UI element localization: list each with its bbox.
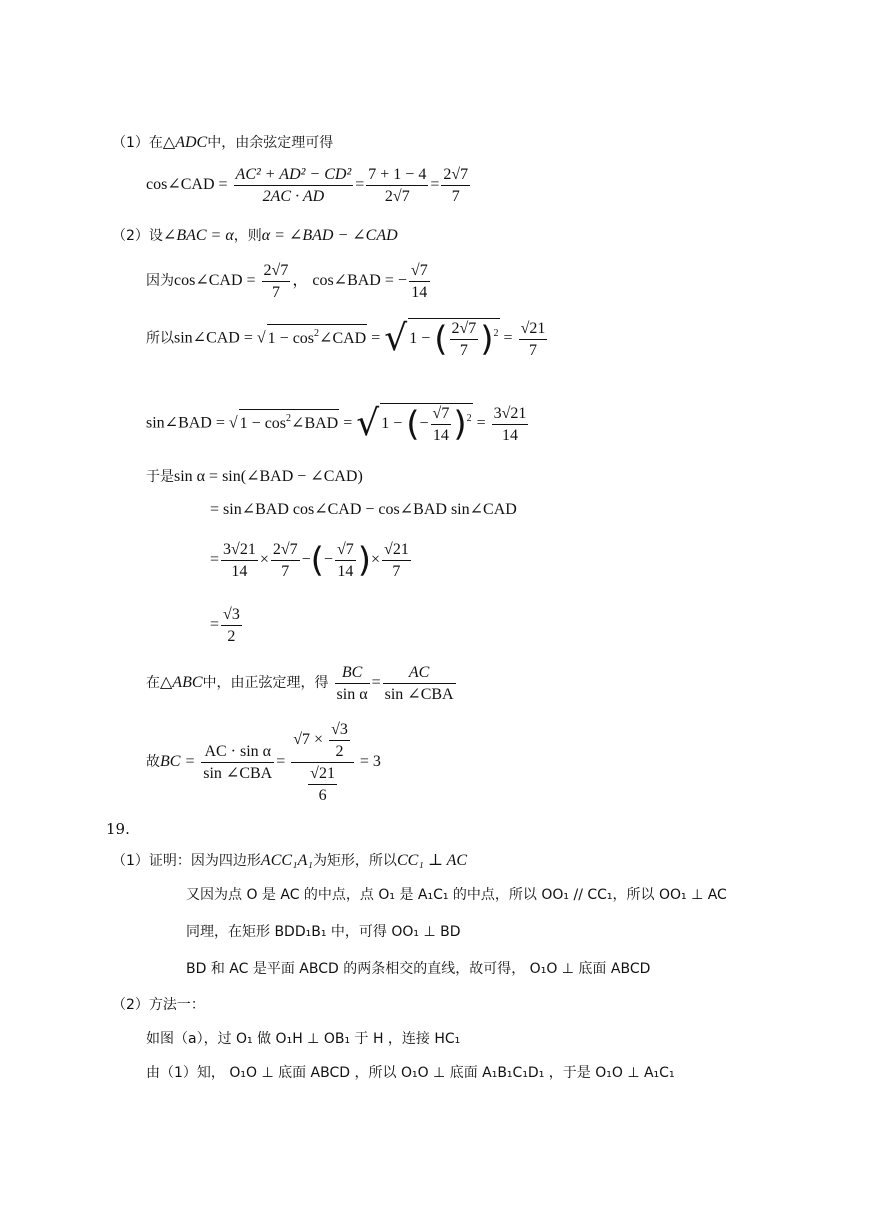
q19-line5: 如图（a），过 O₁ 做 O₁H ⊥ OB₁ 于 H ，连接 HC₁ xyxy=(146,1031,461,1047)
sin-bad-line: sin∠BAD = √ $1 - \cos^2\angle BAD$ = √ 1 − (− $\frac{√7}{14}$ )$^2$ = $\frac{3√21}{14}$ xyxy=(146,403,527,445)
q19-line3: 同理，在矩形 BDD₁B₁ 中，可得 OO₁ ⊥ BD xyxy=(186,924,461,940)
result-line: = $\frac{√3}{2}$ xyxy=(210,606,240,645)
q19-part2-label: （2）方法一： xyxy=(112,997,205,1013)
part1-heading: （1）在△ADC中，由余弦定理可得 xyxy=(112,134,334,151)
cosine-law-equation: cos∠CAD = $\frac{\text{AC² + AD² − CD²}}{2AC \cdot AD}$ = $\frac{7 + 1 - 4}{2√7}$ = $\frac{2√7}{7}$ xyxy=(146,166,469,205)
q19-line6: 由（1）知， O₁O ⊥ 底面 ABCD ，所以 O₁O ⊥ 底面 A₁B₁C₁D₁ ，于是 O₁O ⊥ A₁C₁ xyxy=(146,1065,675,1081)
q19-part1-line: （1）证明：因为四边形ACC₁A₁为矩形，所以CC₁ ⊥ AC xyxy=(112,852,468,869)
q19-line2: 又因为点 O 是 AC 的中点，点 O₁ 是 A₁C₁ 的中点，所以 OO₁ // CC₁，所以 OO₁ ⊥ AC xyxy=(186,887,727,903)
question-19-number: 19. xyxy=(106,820,130,838)
cos-values-line: 因为cos∠CAD = $\frac{2√7}{7}$ ， cos∠BAD = − $\frac{√7}{14}$ xyxy=(146,262,428,301)
sin-alpha-line: 于是sin α = sin(∠BAD − ∠CAD) xyxy=(146,468,363,485)
substitution-line: = $\frac{3√21}{14}$ × $\frac{2√7}{7}$ −(− $\frac{√7}{14}$ )× $\frac{√21}{7}$ xyxy=(210,540,409,581)
bc-result-line: 故BC = $\frac{\text{AC · sin α}}{\text{sin ∠CBA}}$ = √7 × $\frac{√3}{2}$ $\frac{√21}{6}$ = 3 xyxy=(146,721,381,804)
law-of-sines-line: 在△ABC中，由正弦定理，得 $\frac{BC}{\text{sin α}}$ = $\frac{AC}{\text{sin ∠CBA}}$ xyxy=(146,664,454,703)
sin-expand-line: = sin∠BAD cos∠CAD − cos∠BAD sin∠CAD xyxy=(210,501,517,518)
q19-line4: BD 和 AC 是平面 ABCD 的两条相交的直线，故可得， O₁O ⊥ 底面 ABCD xyxy=(186,961,651,977)
part2-heading: （2）设∠BAC = α，则α = ∠BAD − ∠CAD xyxy=(112,227,398,244)
sin-cad-line: 所以sin∠CAD = √ $1 - \cos^2\angle CAD$ = √ 1 − ( $\frac{2√7}{7}$ )$^2$ = $\frac{√21}{7}$ xyxy=(146,318,546,360)
